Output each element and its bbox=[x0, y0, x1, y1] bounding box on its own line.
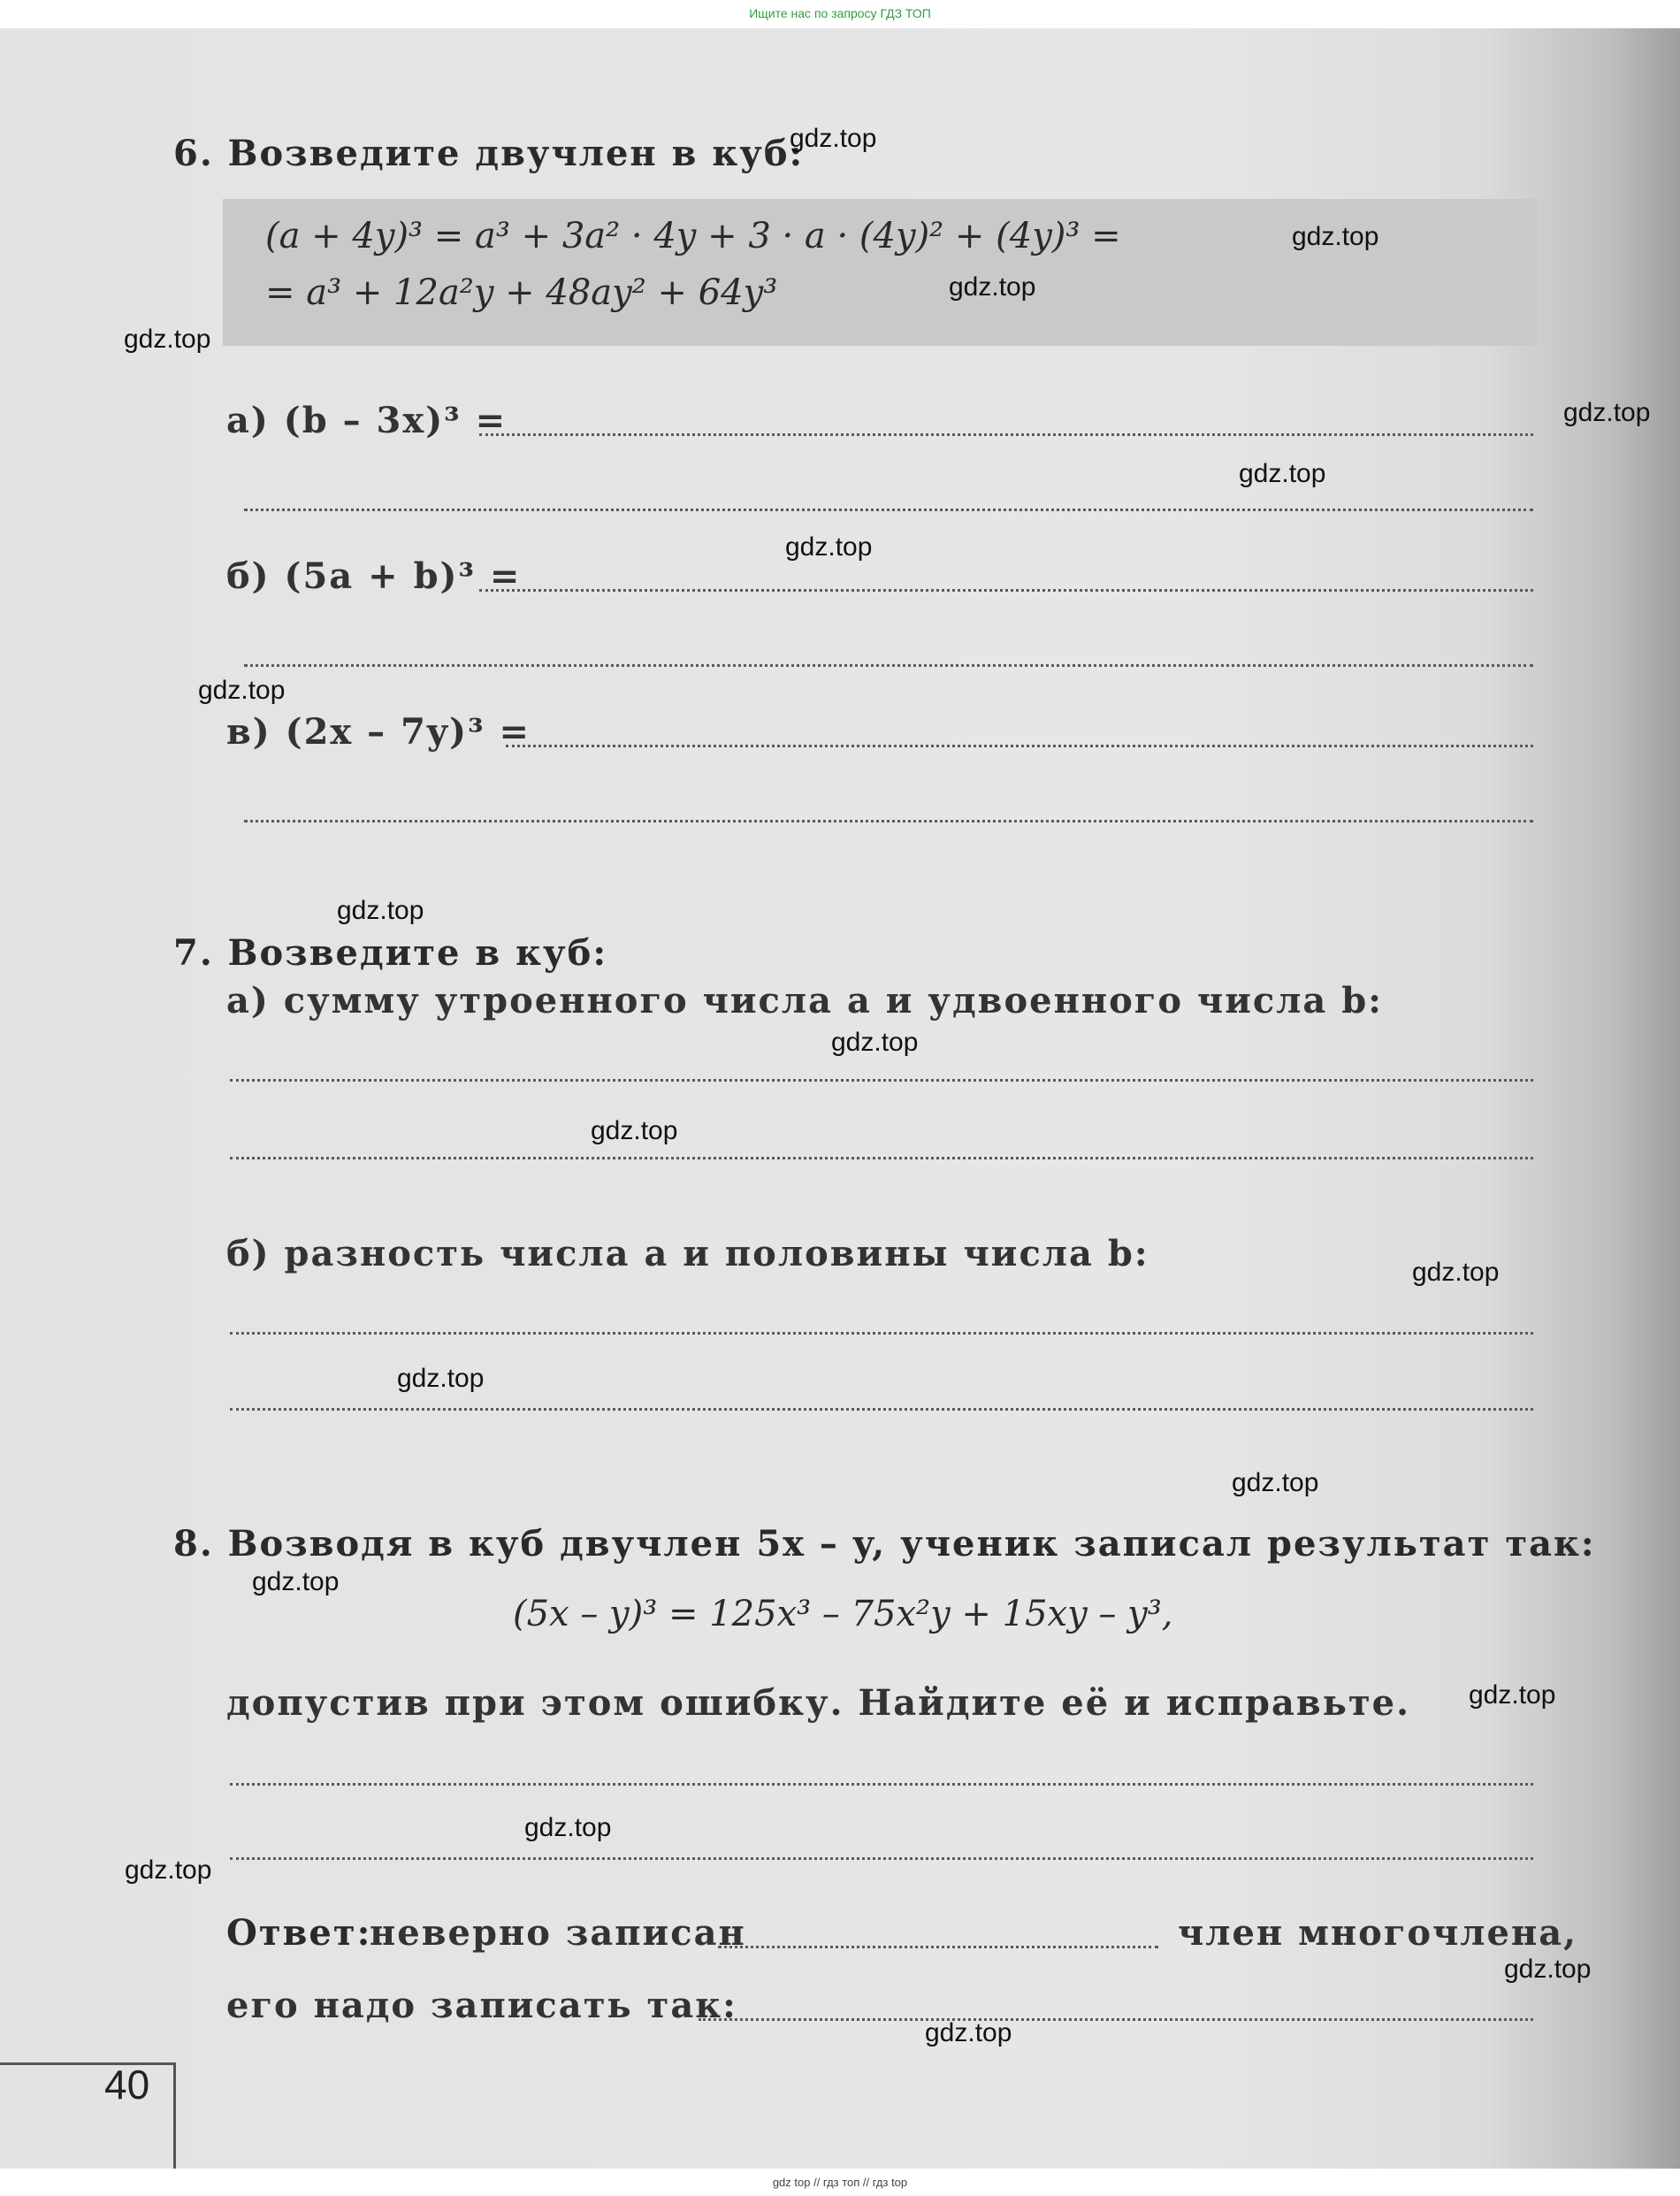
answer-line[interactable] bbox=[230, 1408, 1533, 1411]
answer-line[interactable] bbox=[230, 1079, 1533, 1082]
answer-text-2: член многочлена, bbox=[1178, 1912, 1578, 1954]
task6-item-b: б) (5a + b)³ = bbox=[226, 555, 522, 597]
watermark: gdz.top bbox=[397, 1364, 485, 1393]
watermark: gdz.top bbox=[1504, 1955, 1592, 1984]
answer-text-3: его надо записать так: bbox=[226, 1985, 737, 2026]
watermark: gdz.top bbox=[1469, 1680, 1556, 1710]
watermark: gdz.top bbox=[949, 272, 1036, 302]
watermark: gdz.top bbox=[1412, 1258, 1500, 1287]
watermark: gdz.top bbox=[252, 1567, 340, 1596]
watermark: gdz.top bbox=[831, 1028, 919, 1057]
watermark: gdz.top bbox=[1239, 459, 1326, 488]
task6-item-c: в) (2x – 7y)³ = bbox=[226, 711, 531, 753]
bottom-banner: gdz top // гдз топ // гдз top bbox=[772, 2176, 908, 2189]
watermark: gdz.top bbox=[198, 676, 286, 705]
watermark: gdz.top bbox=[1563, 398, 1651, 427]
task8-text: допустив при этом ошибку. Найдите её и исправьте. bbox=[226, 1682, 1411, 1724]
answer-line[interactable] bbox=[718, 1946, 1158, 1948]
task7-item-a: а) сумму утроенного числа a и удвоенного числа b: bbox=[226, 980, 1383, 1021]
task7-item-b: б) разность числа a и половины числа b: bbox=[226, 1233, 1149, 1274]
task8-title: 8. Возводя в куб двучлен 5x – y, ученик записал результат так: bbox=[173, 1523, 1596, 1565]
answer-line[interactable] bbox=[699, 2018, 1533, 2021]
watermark: gdz.top bbox=[925, 2018, 1012, 2047]
task7-title: 7. Возведите в куб: bbox=[173, 932, 608, 974]
answer-line[interactable] bbox=[230, 1332, 1533, 1335]
answer-line[interactable] bbox=[244, 820, 1533, 823]
watermark: gdz.top bbox=[785, 532, 873, 562]
answer-line[interactable] bbox=[244, 509, 1533, 511]
answer-line[interactable] bbox=[479, 589, 1533, 592]
answer-line[interactable] bbox=[479, 433, 1533, 436]
watermark: gdz.top bbox=[337, 896, 424, 925]
watermark: gdz.top bbox=[1292, 222, 1379, 251]
watermark: gdz.top bbox=[591, 1116, 678, 1145]
top-banner: Ищите нас по запросу ГДЗ ТОП bbox=[749, 6, 931, 20]
workbook-page bbox=[0, 28, 1680, 2169]
watermark: gdz.top bbox=[524, 1813, 612, 1842]
page-number: 40 bbox=[104, 2062, 150, 2108]
example-line-1: (a + 4y)³ = a³ + 3a² · 4y + 3 · a · (4y)² + (4y)³ = bbox=[265, 216, 1121, 256]
task8-formula: (5x – y)³ = 125x³ – 75x²y + 15xy – y³, bbox=[513, 1594, 1173, 1634]
watermark: gdz.top bbox=[790, 124, 877, 153]
task6-title: 6. Возведите двучлен в куб: bbox=[173, 133, 805, 174]
watermark: gdz.top bbox=[1232, 1468, 1319, 1497]
answer-line[interactable] bbox=[244, 664, 1533, 667]
answer-label: Ответ: bbox=[226, 1912, 372, 1954]
watermark: gdz.top bbox=[125, 1856, 212, 1885]
answer-line[interactable] bbox=[230, 1157, 1533, 1159]
answer-line[interactable] bbox=[230, 1783, 1533, 1786]
watermark: gdz.top bbox=[124, 325, 211, 354]
answer-line[interactable] bbox=[506, 745, 1533, 747]
task6-item-a: а) (b – 3x)³ = bbox=[226, 400, 508, 441]
answer-text-1: неверно записан bbox=[370, 1912, 746, 1954]
answer-line[interactable] bbox=[230, 1857, 1533, 1860]
example-line-2: = a³ + 12a²y + 48ay² + 64y³ bbox=[265, 272, 778, 313]
